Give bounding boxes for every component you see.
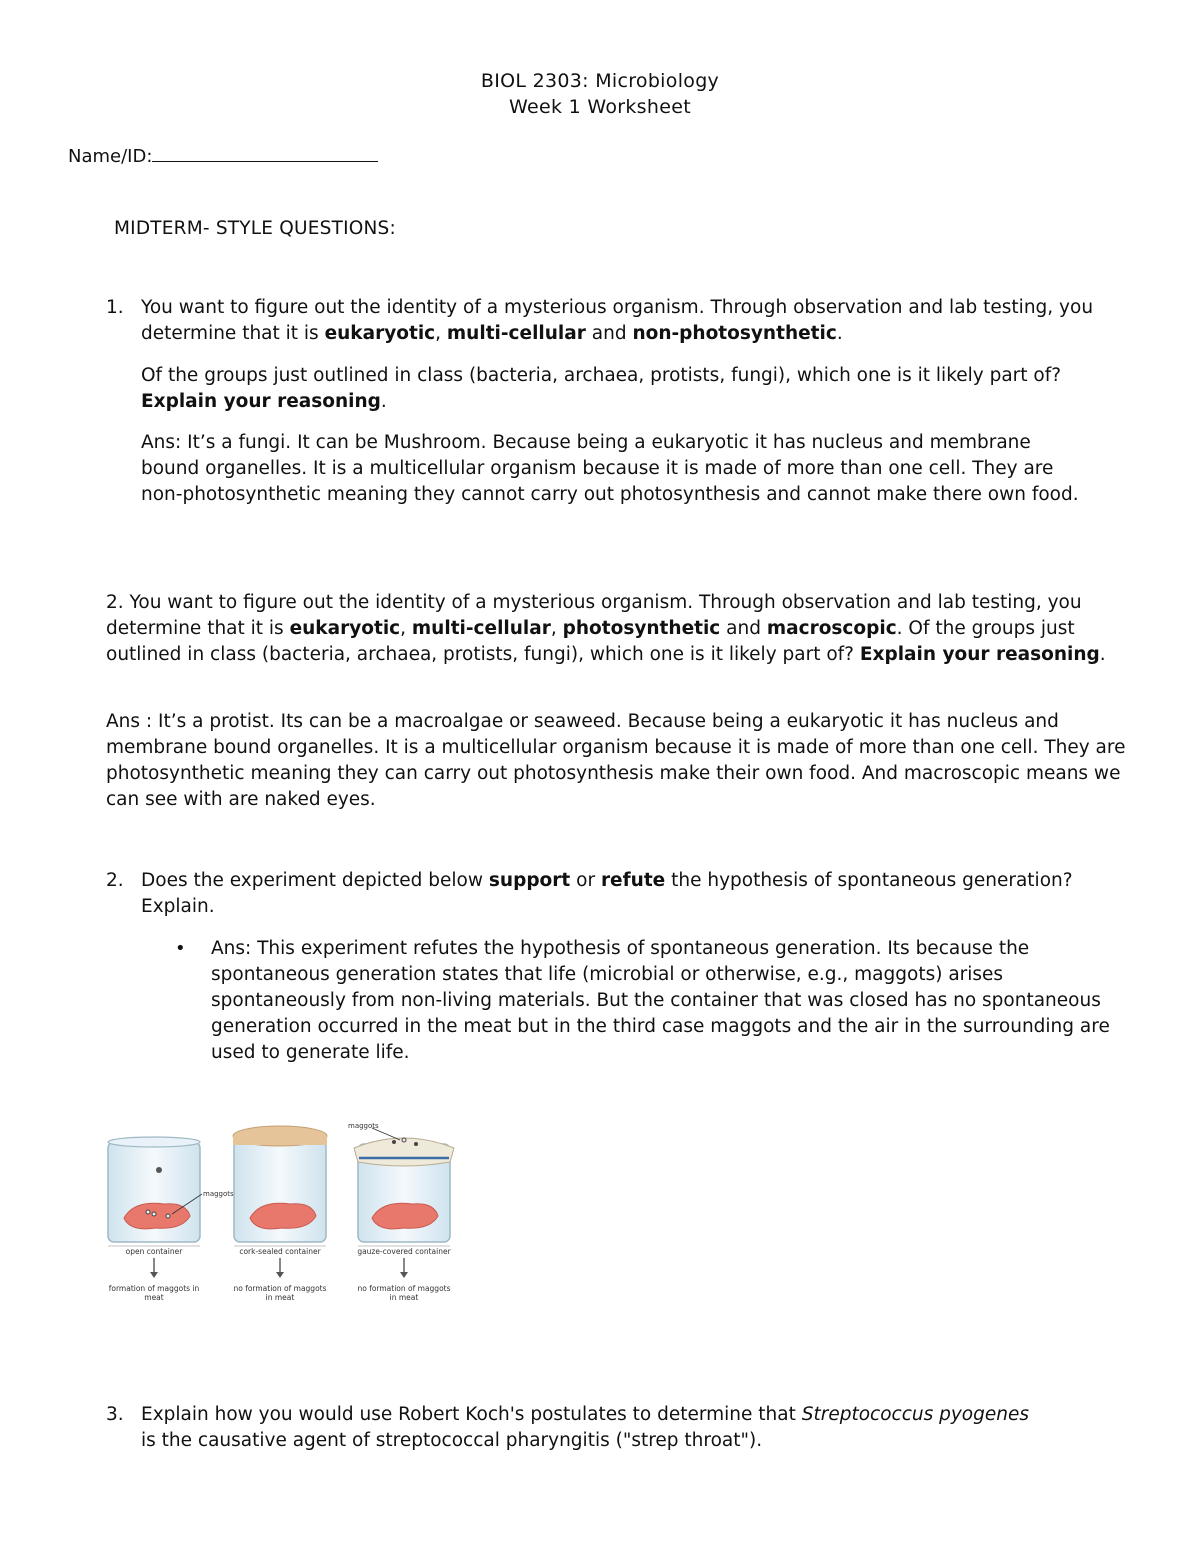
jar2-result: no formation of maggots in meat bbox=[233, 1284, 327, 1302]
redi-experiment-figure bbox=[104, 1118, 460, 1306]
jars-illustration bbox=[104, 1118, 460, 1306]
jar1-caption: open container bbox=[125, 1247, 183, 1256]
q1-answer: Ans: It’s a fungi. It can be Mushroom. Because being a eukaryotic it has nucleus and membrane bound organelles. It is a multicellular organism because it is made of more than one cell. They are non-photosynthetic meaning they cannot carry out photosynthesis and cannot make there own food. bbox=[141, 432, 1079, 505]
maggots-label-2: maggots bbox=[348, 1122, 379, 1130]
q3-prompt: Does the experiment depicted below support or refute the hypothesis of spontaneous generation? Explain. bbox=[141, 870, 1073, 917]
name-id-blank[interactable] bbox=[152, 147, 378, 162]
jar3-caption: gauze-covered container bbox=[357, 1247, 451, 1256]
open-jar bbox=[108, 1137, 234, 1278]
q2-prompt: 2. You want to figure out the identity of a mysterious organism. Through observation and lab testing, you determine that it is eukaryotic, multi-cellular, photosynthetic and macroscopic. Of the groups just outlined in class (bacteria, archaea, protists, fungi), which one is it likely part of? Explain your reasoning. bbox=[106, 592, 1106, 665]
q1-number: 1. bbox=[106, 297, 124, 318]
jar3-result: no formation of maggots in meat bbox=[357, 1284, 451, 1302]
q1-question: Of the groups just outlined in class (bacteria, archaea, protists, fungi), which one is it likely part of? Explain your reasoning. bbox=[141, 365, 1062, 412]
q3-answer: Ans: This experiment refutes the hypothesis of spontaneous generation. Its because the spontaneous generation states that life (microbial or otherwise, e.g., maggots) arises spontaneously from non-living materials. But the container that was closed has no spontaneous generation occurred in the meat but in the third case maggots and the air in the surrounding are used to generate life. bbox=[211, 938, 1110, 1063]
section-title: MIDTERM- STYLE QUESTIONS: bbox=[114, 218, 396, 239]
name-id-label: Name/ID: bbox=[68, 146, 153, 167]
q2-answer: Ans : It’s a protist. Its can be a macroalgae or seaweed. Because being a eukaryotic it has nucleus and membrane bound organelles. It is a multicellular organism because it is made of more than one cell. They are photosynthetic meaning they can carry out photosynthesis make their own food. And macroscopic means we can see with are naked eyes. bbox=[106, 711, 1126, 810]
jar2-caption: cork-sealed container bbox=[239, 1247, 321, 1256]
q4-prompt: Explain how you would use Robert Koch's postulates to determine that Streptococcus pyogenes is the causative agent of streptococcal pharyngitis ("strep throat"). bbox=[141, 1404, 1029, 1451]
q3-bullet: • bbox=[175, 938, 186, 959]
q4-number: 3. bbox=[106, 1404, 124, 1425]
course-title: BIOL 2303: Microbiology bbox=[480, 70, 720, 92]
maggots-label-1: maggots bbox=[203, 1190, 234, 1198]
jar1-result: formation of maggots in meat bbox=[108, 1284, 200, 1302]
worksheet-subtitle: Week 1 Worksheet bbox=[509, 96, 691, 118]
q1-prompt: You want to figure out the identity of a mysterious organism. Through observation and lab testing, you determine that it is eukaryotic, multi-cellular and non-photosynthetic. bbox=[141, 297, 1094, 344]
q3-number: 2. bbox=[106, 870, 124, 891]
name-id-field[interactable] bbox=[68, 146, 378, 167]
